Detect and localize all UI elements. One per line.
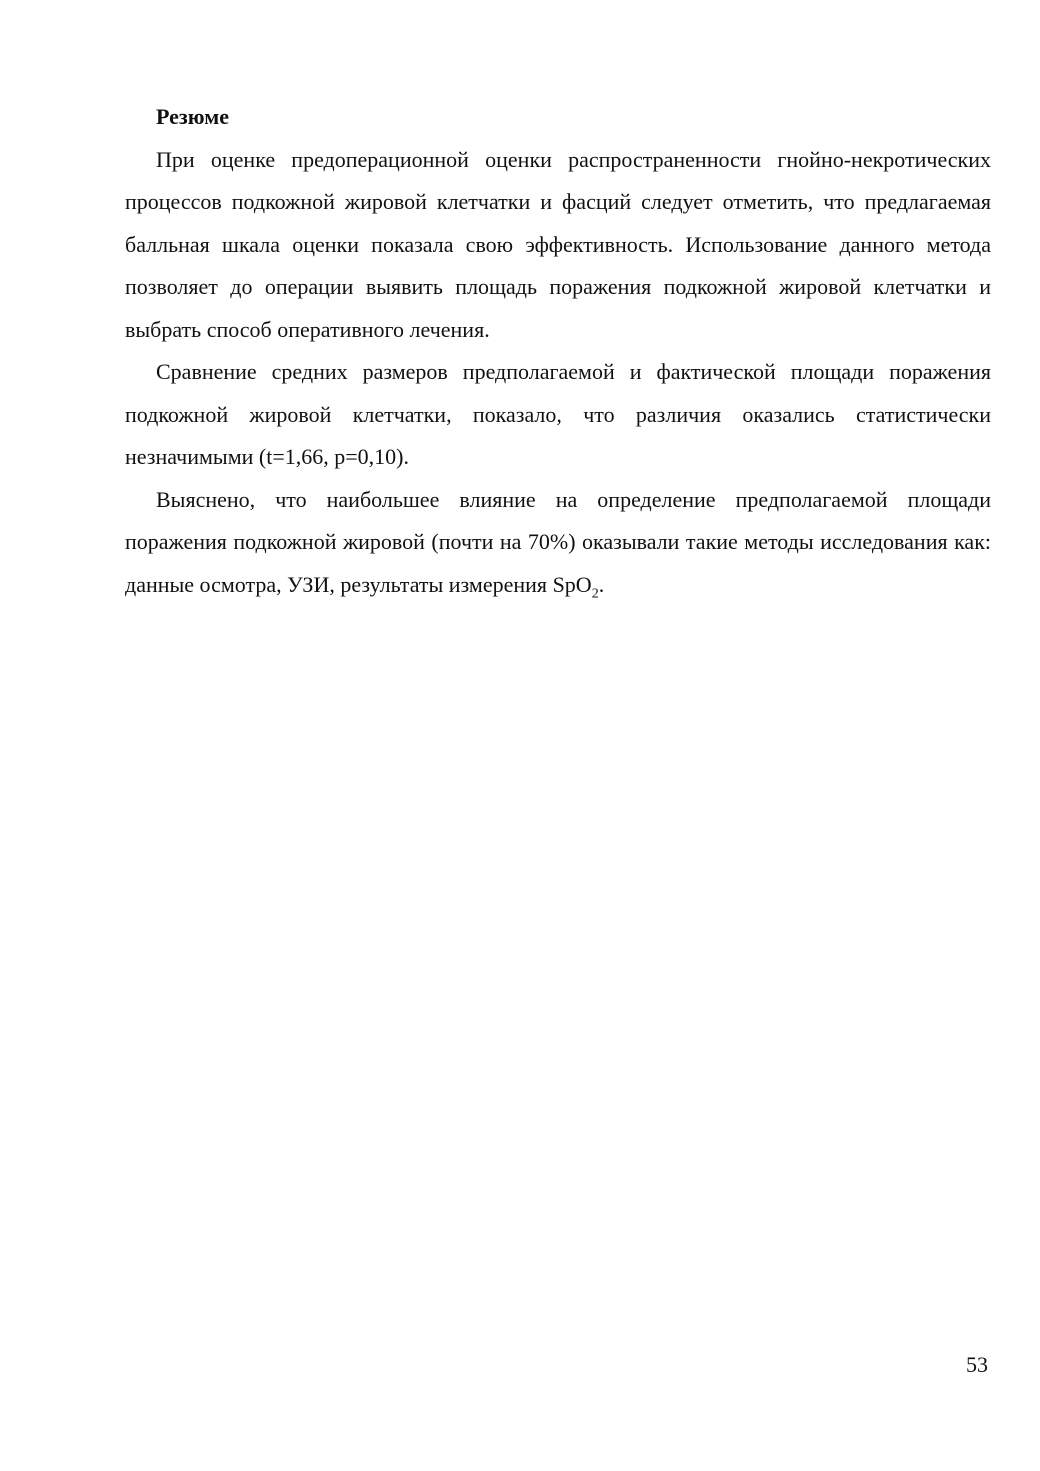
- section-heading: Резюме: [156, 104, 230, 129]
- paragraph-1: При оценке предоперационной оценки распространенности гнойно-некротических процессов подкожной жировой клетчатки и фасций следует отметить, что предлагаемая балльная шкала оценки показала свою эффективность. Использование данного метода позволяет до операции выявить площадь поражения подкожной жировой клетчатки и выбрать способ оперативного лечения.: [125, 146, 991, 342]
- formula-subscript: 2: [591, 585, 599, 601]
- paragraph-3-text: Выяснено, что наибольшее влияние на определение предполагаемой площади поражения подкожной жировой (почти на 70%) оказывали такие методы исследования как: данные осмотра, УЗИ, результаты измерения: [125, 486, 991, 597]
- paragraph-2: Сравнение средних размеров предполагаемой и фактической площади поражения подкожной жировой клетчатки, показало, что различия оказались статистически незначимыми (t=1,66, p=0,10).: [125, 359, 991, 469]
- page-content: [125, 96, 991, 606]
- paragraph-3: [125, 479, 991, 607]
- spo2-formula: [552, 571, 599, 601]
- paragraph-3-end: .: [598, 571, 605, 597]
- formula-main: SpO: [552, 571, 592, 597]
- page-number: 53: [966, 1352, 988, 1377]
